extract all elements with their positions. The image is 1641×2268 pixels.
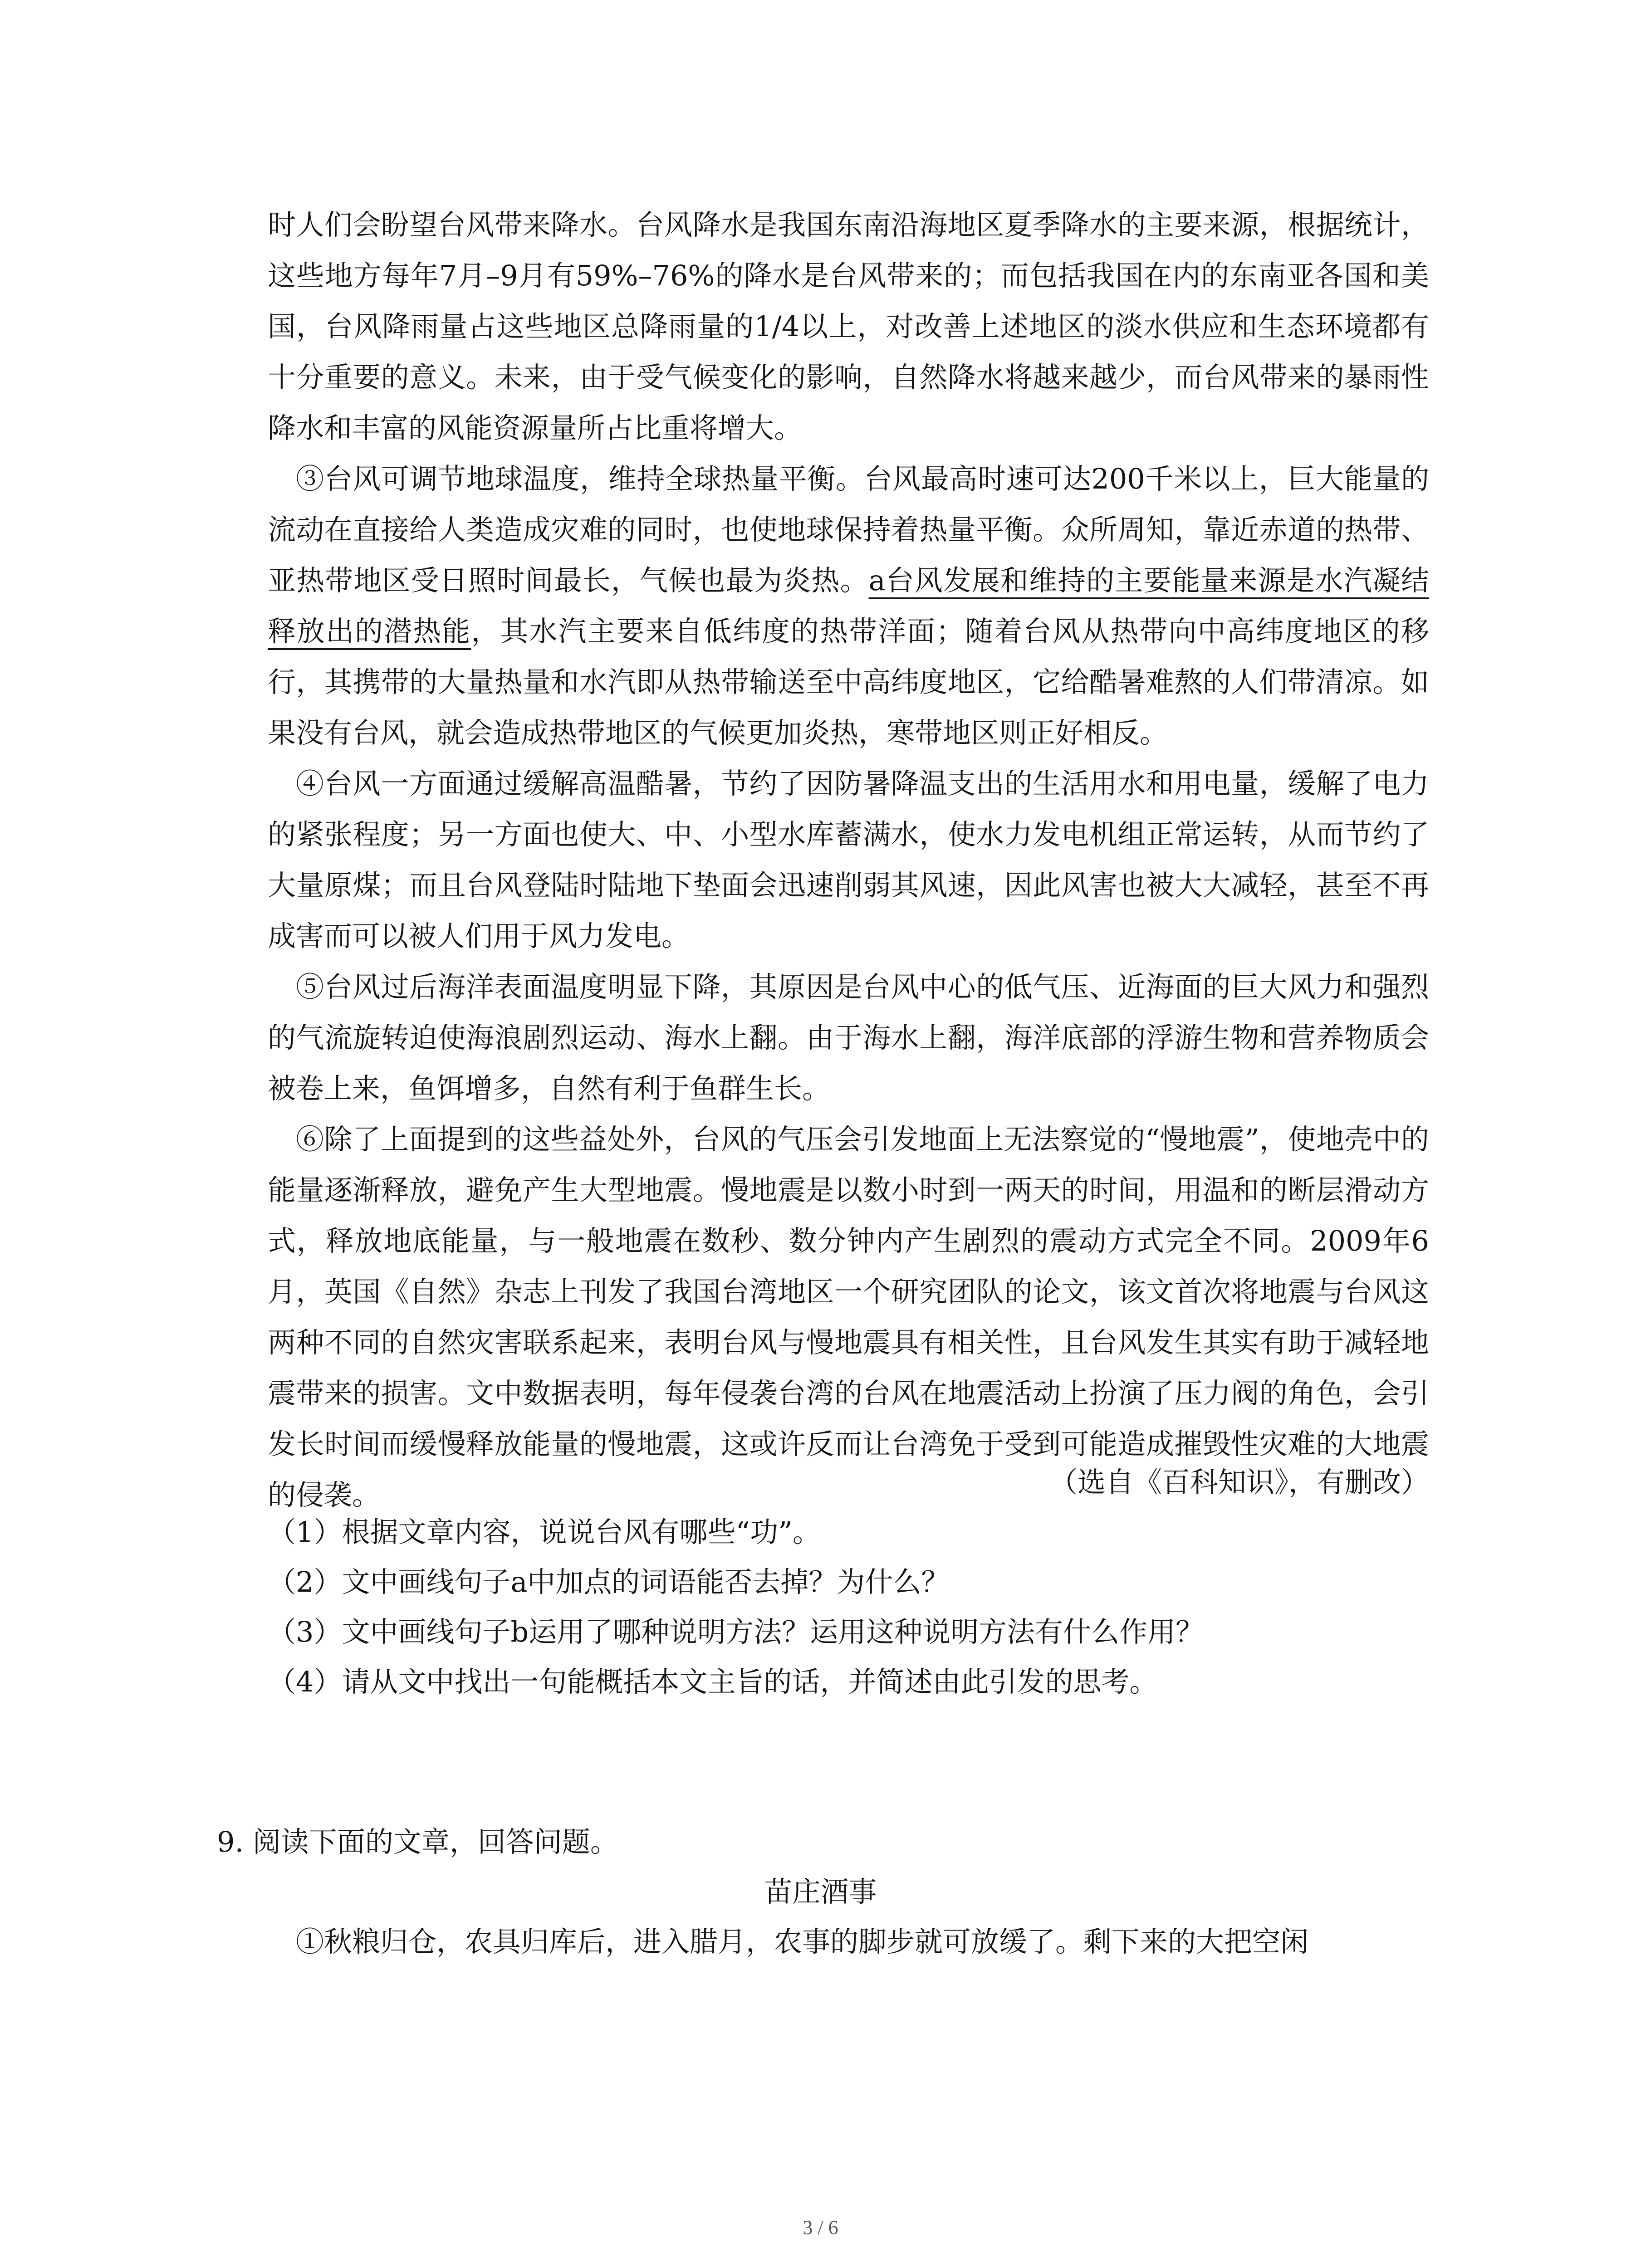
question-2: （2）文中画线句子a中加点的词语能否去掉？为什么？ <box>268 1565 950 1598</box>
question-4: （4）请从文中找出一句能概括本文主旨的话，并简述由此引发的思考。 <box>268 1665 1158 1698</box>
paragraph-4-saving: ④台风一方面通过缓解高温酷暑，节约了因防暑降温支出的生活用水和用电量，缓解了电力的紧张程度；另一方面也使大、中、小型水库蓄满水，使水力发电机组正常运转，从而节约了大量原煤；而且台风登陆时陆地下垫面会迅速削弱其风速，因此风害也被大大减轻，甚至不再成害而可以被人们用于风力发电。 <box>268 767 1429 953</box>
page-number: 3 / 6 <box>803 2216 838 2239</box>
passage-body <box>268 200 1429 1520</box>
paragraph-3-text-a: ③台风可调节地球温度，维持全球热量平衡。台风最高时速可达200千米以上，巨大能量的流动在直接给人类造成灾难的同时，也使地球保持着热量平衡。众所周知，靠近赤道的热带、亚热带地区受日照时间最长，气候也最为炎热。 <box>268 462 1429 597</box>
question-1: （1）根据文章内容，说说台风有哪些“功”。 <box>268 1515 821 1549</box>
question-9-prompt: 9. 阅读下面的文章，回答问题。 <box>217 1825 618 1858</box>
source-citation: （选自《百科知识》，有删改） <box>1049 1466 1429 1499</box>
paragraph-3-text-b: ，其水汽主要来自低纬度的热带洋面；随着台风从热带向中高纬度地区的移行，其携带的大量热量和水汽即从热带输送至中高纬度地区，它给酷暑难熬的人们带清凉。如果没有台风，就会造成热带地区的气候更加炎热，寒带地区则正好相反。 <box>268 615 1429 749</box>
paragraph-rainfall: 时人们会盼望台风带来降水。台风降水是我国东南沿海地区夏季降水的主要来源，根据统计，这些地方每年7月–9月有59%–76%的降水是台风带来的；而包括我国在内的东南亚各国和美国，台风降雨量占这些地区总降雨量的1/4以上，对改善上述地区的淡水供应和生态环境都有十分重要的意义。未来，由于受气候变化的影响，自然降水将越来越少，而台风带来的暴雨性降水和丰富的风能资源量所占比重将增大。 <box>268 208 1429 445</box>
paragraph-3-heat-balance <box>268 454 1429 758</box>
question-3: （3）文中画线句子b运用了哪种说明方法？运用这种说明方法有什么作用？ <box>268 1615 1204 1648</box>
paragraph-5-fish: ⑤台风过后海洋表面温度明显下降，其原因是台风中心的低气压、近海面的巨大风力和强烈的气流旋转迫使海浪剧烈运动、海水上翻。由于海水上翻，海洋底部的浮游生物和营养物质会被卷上来，鱼饵增多，自然有利于鱼群生长。 <box>268 970 1429 1105</box>
underlined-sentence-a: a台风发展和维持的主要能量来源是水汽凝结释放出的潜热能 <box>268 564 1429 648</box>
article-title: 苗庄酒事 <box>764 1875 877 1908</box>
article-first-paragraph: ①秋粮归仓，农具归库后，进入腊月，农事的脚步就可放缓了。剩下来的大把空闲 <box>296 1925 1309 1958</box>
paragraph-6-slow-earthquake: ⑥除了上面提到的这些益处外，台风的气压会引发地面上无法察觉的“慢地震”，使地壳中的能量逐渐释放，避免产生大型地震。慢地震是以数小时到一两天的时间，用温和的断层滑动方式，释放地底能量，与一般地震在数秒、数分钟内产生剧烈的震动方式完全不同。2009年6月，英国《自然》杂志上刊发了我国台湾地区一个研究团队的论文，该文首次将地震与台风这两种不同的自然灾害联系起来，表明台风与慢地震具有相关性，且台风发生其实有助于减轻地震带来的损害。文中数据表明，每年侵袭台湾的台风在地震活动上扮演了压力阀的角色，会引发长时间而缓慢释放能量的慢地震，这或许反而让台湾免于受到可能造成摧毁性灾难的大地震的侵袭。 <box>268 1123 1429 1511</box>
